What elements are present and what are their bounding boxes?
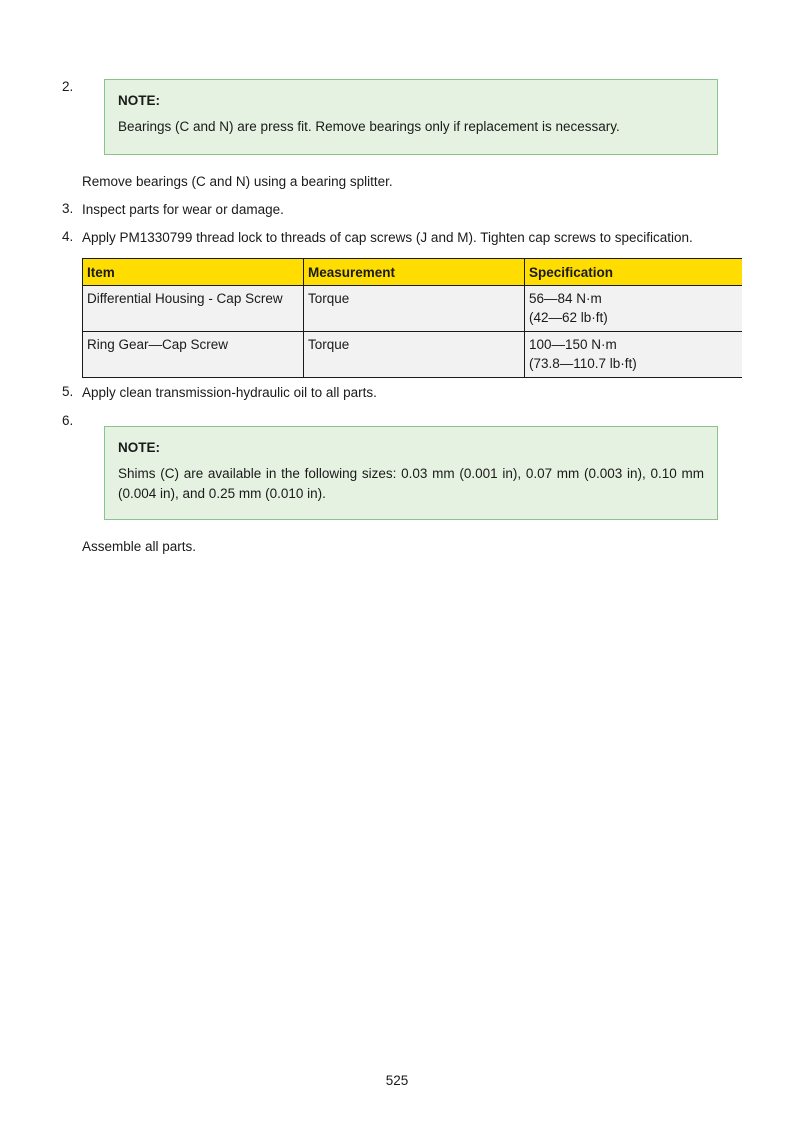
- step-6-text: Assemble all parts.: [82, 539, 197, 554]
- note-text-bearings: Bearings (C and N) are press fit. Remove bearings only if replacement is necessary.: [118, 119, 620, 134]
- step-3-text: Inspect parts for wear or damage.: [82, 202, 284, 217]
- step-number-6: 6.: [62, 413, 74, 428]
- step-number-4: 4.: [62, 229, 74, 244]
- note-box-bearings: [104, 79, 718, 155]
- step-2-text: Remove bearings (C and N) using a bearing splitter.: [82, 174, 393, 189]
- table-header-measurement: Measurement: [304, 259, 525, 286]
- spec-metric: 100—150 N·m: [529, 337, 617, 352]
- step-number-5: 5.: [62, 384, 74, 399]
- table-cell-measurement: Torque: [304, 286, 525, 332]
- table-cell-measurement: Torque: [304, 332, 525, 378]
- step-number-3: 3.: [62, 201, 74, 216]
- note-title: NOTE:: [118, 93, 160, 108]
- table-cell-specification: [525, 286, 743, 332]
- note-title: NOTE:: [118, 440, 160, 455]
- page-number: 525: [385, 1073, 409, 1088]
- table-header-row: [83, 259, 743, 286]
- spec-imperial: (73.8—110.7 lb·ft): [529, 356, 637, 371]
- table-header-item: Item: [83, 259, 304, 286]
- table-cell-item: Differential Housing - Cap Screw: [83, 286, 304, 332]
- table-cell-item: Ring Gear—Cap Screw: [83, 332, 304, 378]
- step-5-text: Apply clean transmission-hydraulic oil to all parts.: [82, 385, 377, 400]
- torque-spec-table: [82, 258, 742, 378]
- table-header-specification: Specification: [525, 259, 743, 286]
- spec-imperial: (42—62 lb·ft): [529, 310, 608, 325]
- table-cell-specification: [525, 332, 743, 378]
- note-text-shims: Shims (C) are available in the following sizes: 0.03 mm (0.001 in), 0.07 mm (0.003 in), 0.10 mm (0.004 in), and 0.25 mm (0.010 in).: [118, 466, 704, 501]
- table-row: [83, 286, 743, 332]
- table-row: [83, 332, 743, 378]
- step-number-2: 2.: [62, 79, 74, 94]
- spec-metric: 56—84 N·m: [529, 291, 602, 306]
- step-4-text: Apply PM1330799 thread lock to threads of cap screws (J and M). Tighten cap screws to specification.: [82, 230, 693, 245]
- note-box-shims: [104, 426, 718, 520]
